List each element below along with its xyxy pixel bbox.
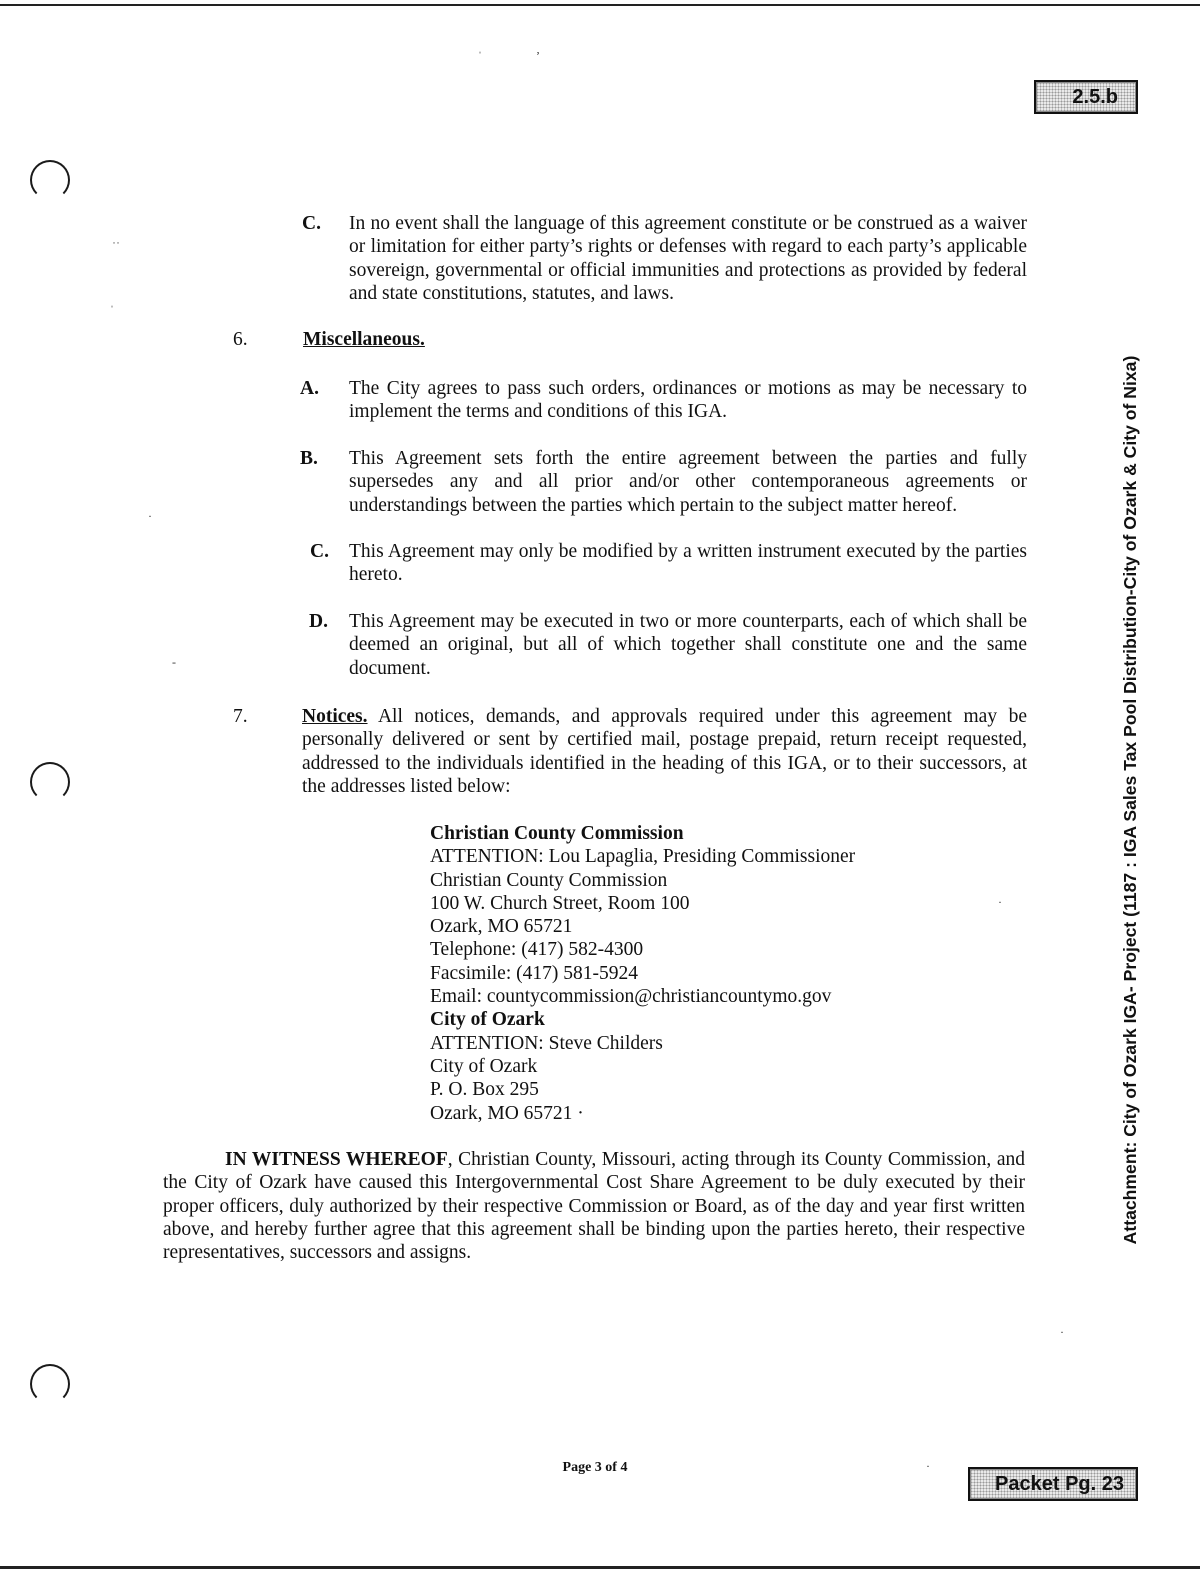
section-heading: Notices. [302,706,368,727]
page-number: Page 3 of 4 [562,1460,628,1475]
paragraph-7 [302,705,1027,798]
bottom-rule [0,1566,1200,1569]
city-name: City of Ozark [430,1009,545,1031]
county-city: Ozark, MO 65721 [430,916,573,938]
packet-page-stamp: Packet Pg. 23 [968,1467,1138,1501]
county-org: Christian County Commission [430,869,668,891]
county-fax: Facsimile: (417) 581-5924 [430,962,638,984]
paragraph-6c: This Agreement may only be modified by a written instrument executed by the parties hereto. [349,541,1027,586]
punch-hole [30,762,70,802]
paragraph-6a: The City agrees to pass such orders, ordinances or motions as may be necessary to implement the terms and conditions of this IGA. [349,378,1027,423]
section-stamp: 2.5.b [1034,80,1138,114]
city-org: City of Ozark [430,1055,538,1077]
item-marker: D. [309,611,328,632]
top-rule [0,4,1200,6]
paragraph-6b: This Agreement sets forth the entire agreement between the parties and fully supersedes any and all prior and/or other contemporaneous agreements or understandings between the parties which pertain to the subject matter hereof. [349,448,1027,516]
city-city: Ozark, MO 65721 · [430,1102,584,1124]
section-number: 6. [233,329,248,350]
paragraph-6d: This Agreement may be executed in two or more counterparts, each of which shall be deemed an original, but all of which together shall constitute one and the same document. [349,611,1027,679]
county-attention: ATTENTION: Lou Lapaglia, Presiding Commissioner [430,846,856,868]
punch-hole [30,1364,70,1404]
county-email: Email: countycommission@christiancountymo.gov [430,986,832,1008]
scan-speck: ˈ [478,49,482,63]
paragraph-5c: In no event shall the language of this agreement constitute or be construed as a waiver or limitation for either party’s rights or defenses with regard to each party’s applicable sovereign, governmental or official immunities and protections as provided by federal and state constitutions, statutes, and laws. [349,213,1027,304]
witness-lead: IN WITNESS WHEREOF [225,1149,448,1170]
punch-hole [30,160,70,200]
item-marker: A. [300,378,319,399]
county-street: 100 W. Church Street, Room 100 [430,892,690,914]
scan-speck: - [172,655,176,669]
attachment-side-label: Attachment: City of Ozark IGA- Project (1187 : IGA Sales Tax Pool Distribution-City of Ozark & City of Nixa) [1120,355,1140,1245]
witness-text: , Christian County, Missouri, acting through its County Commission, and the City of Ozark have caused this Intergovernmental Cost Share Agreement to be duly executed by their proper officers, duly authorized by their respective Commission or Board, as of the day and year first written above, and hereby further agree that this agreement shall be binding upon the parties hereto, their respective representatives, successors and assigns. [163,1149,1025,1264]
address-block [430,822,950,1125]
item-marker: B. [300,448,318,469]
item-marker: C. [302,213,321,234]
city-attention: ATTENTION: Steve Childers [430,1032,663,1054]
scan-speck: ˈ [110,303,114,317]
county-name: Christian County Commission [430,823,684,844]
scan-speck: · [926,1459,930,1473]
witness-paragraph [163,1148,1025,1264]
scan-speck: · [998,895,1002,909]
scan-speck: · [148,509,152,523]
scan-speck: ʼ [536,49,540,63]
scan-speck: ˙˙ [112,239,120,253]
county-telephone: Telephone: (417) 582-4300 [430,939,644,961]
scan-speck: · [1060,1325,1064,1339]
section-heading: Miscellaneous. [303,329,425,350]
section-number: 7. [233,706,248,727]
item-marker: C. [310,541,329,562]
city-box: P. O. Box 295 [430,1079,539,1101]
notices-text: All notices, demands, and approvals required under this agreement may be personally delivered or sent by certified mail, postage prepaid, return receipt requested, addressed to the individuals identified in the heading of this IGA, or to their successors, at the addresses listed below: [302,706,1027,797]
